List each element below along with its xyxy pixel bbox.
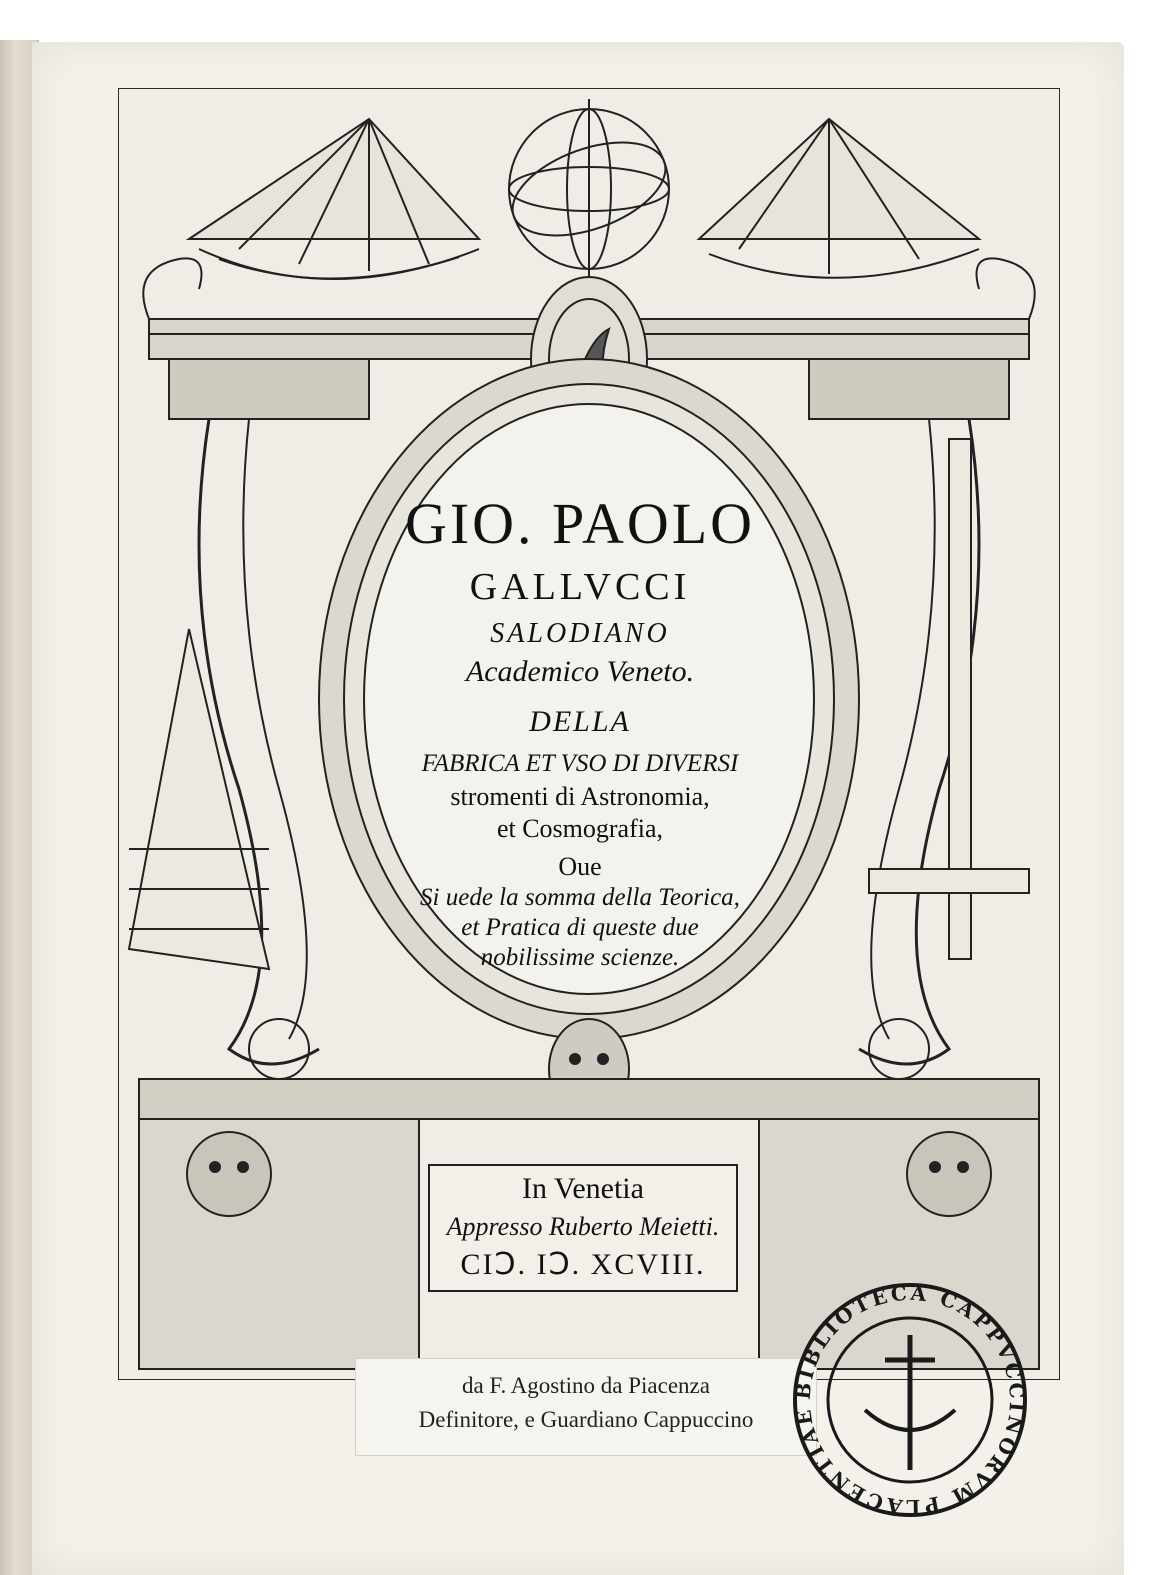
stamp-legend-path: BIBLIOTECA CAPPVCCINORVM PLACENTIAE [790, 1280, 1030, 1520]
imprint-date: CIↃ. IↃ. XCVIII. [460, 1248, 706, 1281]
library-stamp [780, 1280, 1040, 1520]
imprint-printer: Appresso Ruberto Meietti. [446, 1212, 720, 1241]
ownership-line2: Definitore, e Guardiano Cappuccino [418, 1407, 754, 1432]
left-lion-head [187, 1132, 271, 1216]
ownership-line1: da F. Agostino da Piacenza [462, 1373, 710, 1398]
title-line-fabrica: FABRICA ET VSO DI DIVERSI [421, 750, 739, 777]
left-triangular-scale [129, 629, 269, 969]
title-line-oue: Oue [558, 852, 602, 881]
title-line-stromenti: stromenti di Astronomia, [450, 782, 710, 811]
title-block [360, 400, 800, 1020]
title-line-scienze: nobilissime scienze. [480, 944, 680, 971]
imprint-place: In Venetia [522, 1172, 644, 1205]
title-line-della: DELLA [529, 705, 631, 738]
armillary-sphere [500, 99, 678, 289]
cross-emblem [865, 1335, 955, 1470]
right-capital [809, 359, 1009, 419]
title-line-somma: Si uede la somma della Teorica, [420, 884, 740, 911]
right-ruler-instrument [869, 439, 1029, 959]
author-affiliation: Academico Veneto. [465, 655, 695, 688]
right-quadrant-instrument [699, 119, 1035, 319]
left-pedestal [139, 1119, 419, 1369]
author-name-line2: GALLVCCI [469, 566, 691, 608]
ownership-slip [355, 1358, 817, 1456]
imprint-cartouche [428, 1164, 738, 1292]
left-quadrant-instrument [143, 119, 479, 319]
pedestal-cornice [139, 1079, 1039, 1119]
title-line-pratica: et Pratica di queste due [461, 914, 699, 941]
author-origin: SALODIANO [490, 618, 670, 649]
left-capital [169, 359, 369, 419]
title-line-cosmografia: et Cosmografia, [496, 814, 664, 843]
author-name-line1: GIO. PAOLO [404, 491, 756, 556]
right-lion-head [907, 1132, 991, 1216]
